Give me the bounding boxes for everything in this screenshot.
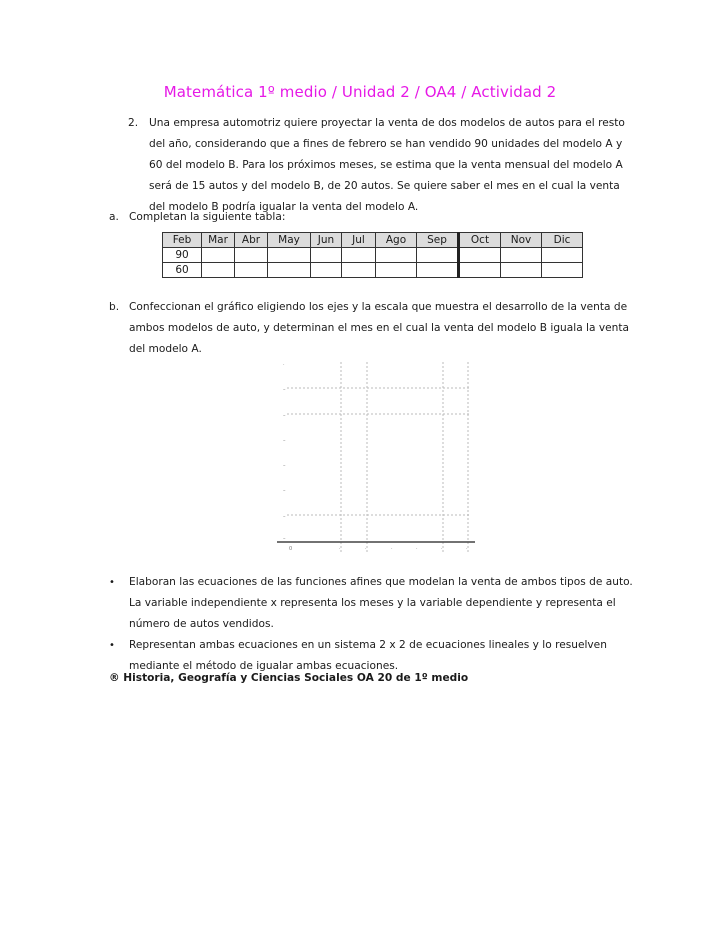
table-cell-blank[interactable]: [376, 248, 417, 263]
bullet-line: La variable independiente x representa los meses y la variable dependiente y representa el: [129, 597, 616, 609]
table-cell-blank[interactable]: [542, 248, 583, 263]
svg-text:–: –: [283, 413, 286, 419]
part-b-instruction: [129, 297, 649, 360]
header-cell: Sep: [417, 233, 459, 248]
part-b-label: b.: [109, 301, 120, 313]
bullet-line: Representan ambas ecuaciones en un sistema 2 x 2 de ecuaciones lineales y lo resuelven: [129, 639, 607, 651]
problem-line: del modelo B podría igualar la venta del modelo A.: [149, 201, 419, 213]
header-cell: Nov: [501, 233, 542, 248]
problem-line: del año, considerando que a fines de febrero se han vendido 90 unidades del modelo A y: [149, 138, 623, 150]
svg-text:·: ·: [441, 546, 443, 552]
header-cell: Oct: [459, 233, 501, 248]
table-cell-blank[interactable]: [235, 248, 268, 263]
part-a-label: a.: [109, 211, 119, 223]
svg-text:·: ·: [416, 546, 418, 552]
table-cell: 60: [163, 263, 202, 278]
table-cell-blank[interactable]: [268, 248, 311, 263]
part-b-line: Confeccionan el gráfico eligiendo los ejes y la escala que muestra el desarrollo de la venta de: [129, 301, 628, 313]
header-cell: Ago: [376, 233, 417, 248]
svg-text:–: –: [283, 514, 286, 520]
table-cell-blank[interactable]: [417, 263, 459, 278]
problem-line: Una empresa automotriz quiere proyectar la venta de dos modelos de autos para el resto: [149, 117, 625, 129]
table-cell-blank[interactable]: [342, 248, 376, 263]
bullet-line: mediante el método de igualar ambas ecuaciones.: [129, 660, 399, 672]
table-cell-blank[interactable]: [311, 248, 342, 263]
bullet-item: [129, 572, 649, 635]
bullet-icon: •: [109, 640, 115, 651]
bullet-item: [129, 635, 649, 677]
table-row-model-b: [163, 263, 583, 278]
header-cell: Mar: [202, 233, 235, 248]
header-cell: Feb: [163, 233, 202, 248]
svg-text:–: –: [283, 488, 286, 494]
header-cell: Jun: [311, 233, 342, 248]
svg-text:·: ·: [365, 546, 367, 552]
svg-text:–: –: [283, 536, 286, 542]
part-b-line: del modelo A.: [129, 343, 202, 355]
table-cell-blank[interactable]: [268, 263, 311, 278]
table-cell-blank[interactable]: [417, 248, 459, 263]
svg-text:0: 0: [289, 546, 293, 552]
table-cell-blank[interactable]: [376, 263, 417, 278]
table-cell: 90: [163, 248, 202, 263]
table-header-row: [163, 233, 583, 248]
table-cell-blank[interactable]: [311, 263, 342, 278]
header-cell: Jul: [342, 233, 376, 248]
part-b-line: ambos modelos de auto, y determinan el mes en el cual la venta del modelo B iguala la venta: [129, 322, 630, 334]
svg-text:·: ·: [339, 546, 341, 552]
problem-line: 60 del modelo B. Para los próximos meses, se estima que la venta mensual del modelo A: [149, 159, 623, 171]
header-cell: May: [268, 233, 311, 248]
table-cell-blank[interactable]: [202, 263, 235, 278]
monthly-sales-table: [162, 232, 583, 278]
svg-text:·: ·: [391, 546, 393, 552]
table-cell-blank[interactable]: [459, 263, 501, 278]
table-row-model-a: [163, 248, 583, 263]
bullet-line: número de autos vendidos.: [129, 618, 274, 630]
svg-text:·: ·: [466, 546, 468, 552]
table-cell-blank[interactable]: [202, 248, 235, 263]
problem-line: será de 15 autos y del modelo B, de 20 autos. Se quiere saber el mes en el cual la venta: [149, 180, 620, 192]
svg-text:–: –: [283, 438, 286, 444]
table-cell-blank[interactable]: [235, 263, 268, 278]
problem-statement: [149, 113, 649, 218]
part-a-instruction: Completan la siguiente tabla:: [129, 211, 286, 223]
header-cell: Dic: [542, 233, 583, 248]
blank-graph-grid: [275, 358, 475, 558]
table-cell-blank[interactable]: [342, 263, 376, 278]
svg-text:–: –: [283, 463, 286, 469]
problem-number: 2.: [128, 117, 139, 129]
svg-text:·: ·: [283, 362, 285, 368]
bullet-line: Elaboran las ecuaciones de las funciones afines que modelan la venta de ambos tipos de auto.: [129, 576, 633, 588]
table-cell-blank[interactable]: [501, 263, 542, 278]
table-cell-blank[interactable]: [459, 248, 501, 263]
table-cell-blank[interactable]: [542, 263, 583, 278]
page-title: Matemática 1º medio / Unidad 2 / OA4 / Actividad 2: [163, 83, 557, 101]
header-cell: Abr: [235, 233, 268, 248]
bullet-icon: •: [109, 577, 115, 588]
svg-text:–: –: [283, 387, 286, 393]
cross-curricular-note: ® Historia, Geografía y Ciencias Sociales OA 20 de 1º medio: [109, 672, 469, 684]
table-cell-blank[interactable]: [501, 248, 542, 263]
